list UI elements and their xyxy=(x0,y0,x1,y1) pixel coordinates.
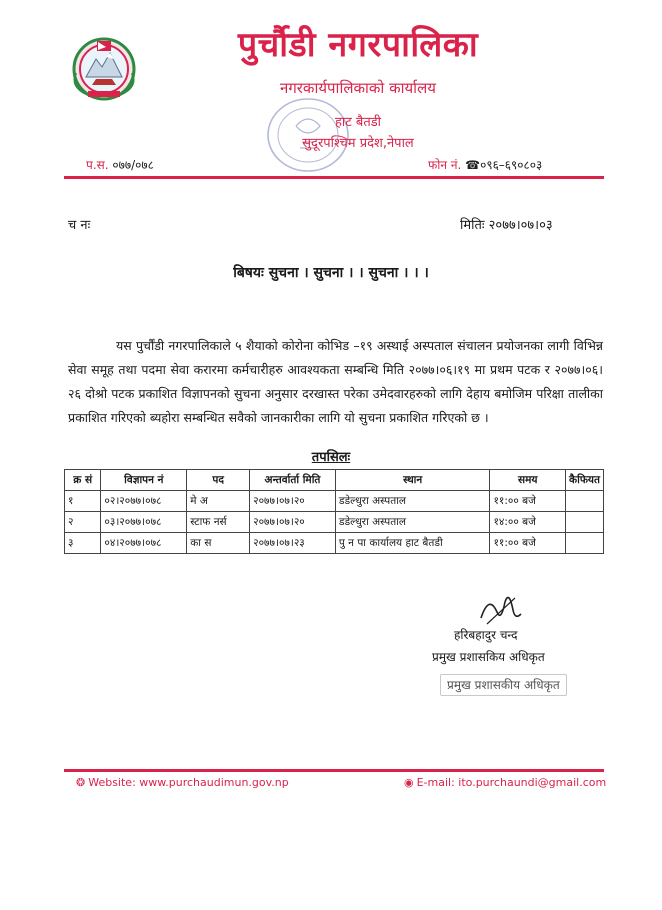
website-text: Website: www.purchaudimun.gov.np xyxy=(88,776,289,789)
cell-remarks xyxy=(566,512,604,533)
cell-post: का स xyxy=(187,533,250,554)
reference-label: प.स. xyxy=(86,158,109,172)
col-time-header: समय xyxy=(490,470,566,491)
cell-venue: डडेल्धुरा अस्पताल xyxy=(335,491,490,512)
designation-stamp: प्रमुख प्रशासकीय अधिकृत xyxy=(440,674,567,696)
cell-venue: पु न पा कार्यालय हाट बैतडी xyxy=(335,533,490,554)
letter-subject: बिषयः सुचना । सुचना । । सुचना । । । xyxy=(233,265,429,281)
address-line-1: हाट बैतडी xyxy=(334,115,382,130)
cell-interview-date: २०७७।०७।२३ xyxy=(250,533,336,554)
cell-serial: २ xyxy=(65,512,101,533)
table-header-row xyxy=(65,470,604,491)
cell-serial: १ xyxy=(65,491,101,512)
col-post-header: पद xyxy=(187,470,250,491)
col-remarks-header: कैफियत xyxy=(566,470,604,491)
phone-label: फोन नं. xyxy=(428,158,462,172)
cell-venue: डडेल्धुरा अस्पताल xyxy=(335,512,490,533)
cell-remarks xyxy=(566,533,604,554)
tapasil-heading: तपसिलः xyxy=(311,450,351,465)
cell-post: मे अ xyxy=(187,491,250,512)
phone-number xyxy=(428,156,542,173)
reference-value: ०७७/०७८ xyxy=(112,158,154,172)
email-text: E-mail: ito.purchaundi@gmail.com xyxy=(416,776,607,789)
signatory-name: हरिबहादुर चन्द xyxy=(454,628,518,642)
cell-time: ११:०० बजे xyxy=(490,533,566,554)
cell-interview-date: २०७७।०७।२० xyxy=(250,491,336,512)
footer-email[interactable] xyxy=(404,776,606,789)
cha-na-label: च नः xyxy=(68,218,91,233)
col-interview-date-header: अन्तर्वार्ता मिति xyxy=(250,470,336,491)
phone-value: ☎०९६–६९०८०३ xyxy=(465,158,543,172)
letter-body-text: यस पुर्चौंडी नगरपालिकाले ५ शैयाको कोरोना कोभिड –१९ अस्थाई अस्पताल संचालन प्रयोजनका लागी विभिन्न सेवा समूह तथा पदमा सेवा करारमा कर्मचारीहरु आवश्यकता सम्बन्धि मिति २०७७।०६।१९ मा प्रथम पटक र २०७७।०६।२६ दोश्रो पटक प्रकाशित विज्ञापनको सुचना अनुसार दरखास्त परेका उमेदवारहरुको लागि देहाय बमोजिम परिक्षा तालीका प्रकाशित गरिएको ब्यहोरा सम्बन्धित सवैको जानकारीका लागि यो सुचना प्रकाशित गरिएको छ । xyxy=(68,338,603,425)
cell-interview-date: २०७७।०७।२० xyxy=(250,512,336,533)
exam-schedule-table xyxy=(64,469,604,554)
header-divider xyxy=(64,176,604,179)
organization-name: पुर्चौडी नगरपालिका xyxy=(237,25,479,65)
cell-time: १४:०० बजे xyxy=(490,512,566,533)
office-name: नगरकार्यपालिकाको कार्यालय xyxy=(280,79,436,97)
cell-ad-number: ०२।२०७७।०७८ xyxy=(101,491,187,512)
address-line-2: सुदूरपश्चिम प्रदेश,नेपाल xyxy=(302,136,414,151)
col-ad-number-header: विज्ञापन नं xyxy=(101,470,187,491)
reference-number xyxy=(86,156,154,173)
letter-date: मितिः २०७७।०७।०३ xyxy=(460,218,553,233)
cell-ad-number: ०३।२०७७।०७८ xyxy=(101,512,187,533)
cell-time: ११:०० बजे xyxy=(490,491,566,512)
handwritten-signature xyxy=(475,588,525,630)
table-row xyxy=(65,533,604,554)
table-row xyxy=(65,491,604,512)
letter-body xyxy=(68,334,603,430)
cell-serial: ३ xyxy=(65,533,101,554)
col-venue-header: स्थान xyxy=(335,470,490,491)
globe-icon: ❂ xyxy=(76,776,86,789)
cell-post: स्टाफ नर्स xyxy=(187,512,250,533)
nepal-emblem-logo xyxy=(66,33,142,101)
signatory-title: प्रमुख प्रशासकिय अधिकृत xyxy=(432,650,545,664)
footer-website[interactable] xyxy=(76,776,289,789)
footer-divider xyxy=(64,769,604,772)
table-row xyxy=(65,512,604,533)
cell-ad-number: ०४।२०७७।०७८ xyxy=(101,533,187,554)
email-icon: ◉ xyxy=(404,776,414,789)
col-serial-header: क्र सं xyxy=(65,470,101,491)
cell-remarks xyxy=(566,491,604,512)
